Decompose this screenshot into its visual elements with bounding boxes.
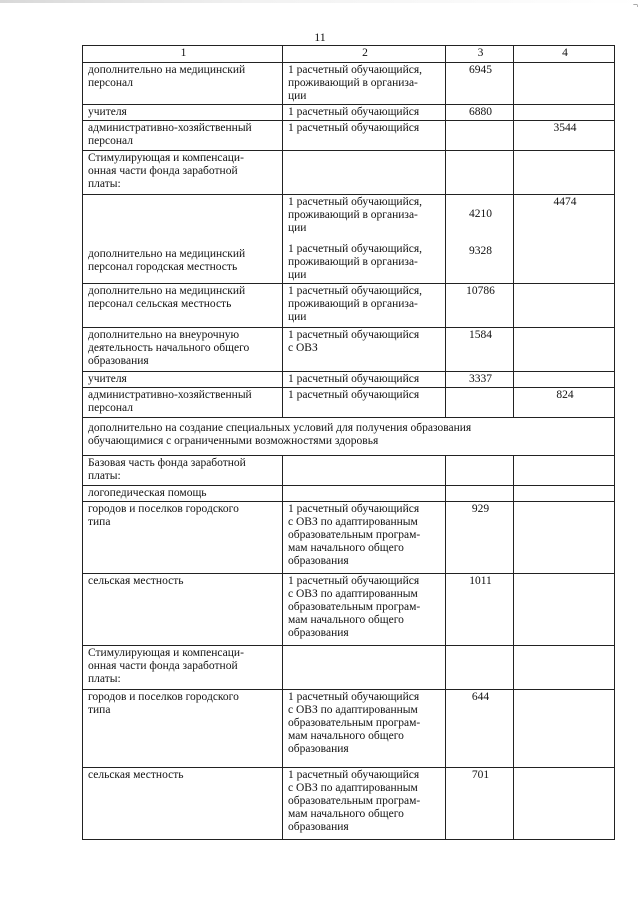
row-label — [83, 63, 283, 105]
cell-line: дополнительно на внеурочную — [88, 329, 240, 341]
row-value-col3: 1011 — [446, 574, 514, 646]
funding-norms-table — [82, 45, 615, 840]
cell-line: с ОВЗ — [288, 342, 318, 354]
cell-line: Стимулирующая и компенсаци- — [88, 152, 244, 164]
table-row — [83, 486, 615, 502]
page-number: 11 — [314, 30, 326, 44]
header-col-4: 4 — [514, 46, 615, 63]
cell-line: проживающий в организа- — [288, 256, 418, 268]
cell-line: с ОВЗ по адаптированным — [288, 704, 418, 716]
table-row — [83, 284, 615, 328]
corner-mark: ¬ — [632, 0, 638, 10]
row-label — [83, 502, 283, 574]
row-unit — [283, 646, 446, 690]
row-value-col4 — [514, 502, 615, 574]
table-row — [83, 195, 615, 284]
table-row — [83, 646, 615, 690]
row-label — [83, 195, 283, 284]
cell-line: мам начального общего — [288, 730, 404, 742]
cell-line: дополнительно на создание специальных условий для получения образования — [88, 422, 472, 434]
row-value-col4 — [514, 690, 615, 768]
row-label — [83, 690, 283, 768]
row-value-col3 — [446, 121, 514, 151]
cell-line: 1 расчетный обучающийся — [288, 503, 420, 515]
cell-line: административно-хозяйственный — [88, 122, 252, 134]
cell-line: городов и поселков городского — [88, 503, 239, 515]
table-row — [83, 418, 615, 456]
cell-line: персонал сельская местность — [88, 298, 232, 310]
row-unit — [283, 690, 446, 768]
row-value-col3: 3337 — [446, 372, 514, 388]
cell-line: Стимулирующая и компенсаци- — [88, 647, 244, 659]
cell-line: образовательным програм- — [288, 529, 421, 541]
cell-line: ции — [288, 90, 307, 102]
cell-line: платы: — [88, 470, 121, 482]
row-label — [83, 151, 283, 195]
table-row — [83, 151, 615, 195]
header-col-3: 3 — [446, 46, 514, 63]
cell-line: административно-хозяйственный — [88, 389, 252, 401]
row-value-col4: 3544 — [514, 121, 615, 151]
row-unit — [283, 768, 446, 840]
cell-line: 1 расчетный обучающийся, — [288, 64, 423, 76]
table-row — [83, 502, 615, 574]
row-value-col4: 4474 — [514, 195, 615, 284]
cell-line: типа — [88, 516, 111, 528]
cell-line: с ОВЗ по адаптированным — [288, 588, 418, 600]
row-label — [83, 284, 283, 328]
row-unit — [283, 328, 446, 372]
row-value-col3 — [446, 486, 514, 502]
cell-line: ции — [288, 311, 307, 323]
row-unit-text-a — [288, 196, 442, 235]
row-unit — [283, 284, 446, 328]
cell-line: персонал — [88, 77, 133, 89]
cell-line: ции — [288, 269, 307, 281]
table-row — [83, 372, 615, 388]
row-value-col4 — [514, 646, 615, 690]
cell-line: персонал — [88, 402, 133, 414]
cell-line: с ОВЗ по адаптированным — [288, 782, 418, 794]
row-value-col4: 824 — [514, 388, 615, 418]
row-label-text — [88, 248, 279, 274]
row-value-col4 — [514, 486, 615, 502]
row-value-col4 — [514, 284, 615, 328]
row-value-col3: 929 — [446, 502, 514, 574]
cell-line: 1 расчетный обучающийся — [288, 575, 420, 587]
row-value-col3 — [446, 456, 514, 486]
cell-line: персонал городская местность — [88, 261, 238, 273]
cell-line: мам начального общего — [288, 542, 404, 554]
cell-line: мам начального общего — [288, 614, 404, 626]
row-label: учителя — [83, 105, 283, 121]
row-unit: 1 расчетный обучающийся — [283, 372, 446, 388]
table-row — [83, 456, 615, 486]
cell-line: образования — [288, 627, 349, 639]
cell-line: проживающий в организа- — [288, 209, 418, 221]
table-row — [83, 388, 615, 418]
row-value-col4 — [514, 574, 615, 646]
row-unit: 1 расчетный обучающийся — [283, 121, 446, 151]
row-label — [83, 121, 283, 151]
table-row — [83, 105, 615, 121]
cell-line: Базовая часть фонда заработной — [88, 457, 246, 469]
cell-line: 1 расчетный обучающийся — [288, 691, 420, 703]
row-value-col4 — [514, 768, 615, 840]
row-unit — [283, 574, 446, 646]
cell-line: образования — [288, 555, 349, 567]
row-label: логопедическая помощь — [83, 486, 283, 502]
row-unit — [283, 63, 446, 105]
cell-line: персонал — [88, 135, 133, 147]
cell-line: образовательным програм- — [288, 795, 421, 807]
row-label — [83, 388, 283, 418]
cell-line: городов и поселков городского — [88, 691, 239, 703]
cell-line: 1 расчетный обучающийся, — [288, 285, 423, 297]
cell-line: образовательным програм- — [288, 601, 421, 613]
cell-line: онная части фонда заработной — [88, 660, 238, 672]
cell-line: дополнительно на медицинский — [88, 248, 246, 260]
table-row — [83, 690, 615, 768]
cell-line: с ОВЗ по адаптированным — [288, 516, 418, 528]
row-value-col3: 1584 — [446, 328, 514, 372]
row-unit: 1 расчетный обучающийся — [283, 105, 446, 121]
cell-line: образования — [88, 355, 149, 367]
row-value-col3 — [446, 646, 514, 690]
row-unit — [283, 151, 446, 195]
row-label — [83, 456, 283, 486]
cell-line: обучающимися с ограниченными возможностями здоровья — [88, 435, 379, 447]
row-value-col3 — [446, 195, 514, 284]
cell-line: онная части фонда заработной — [88, 165, 238, 177]
header-col-1: 1 — [83, 46, 283, 63]
row-value-col4 — [514, 372, 615, 388]
table-row — [83, 768, 615, 840]
table-row — [83, 63, 615, 105]
cell-line: 1 расчетный обучающийся, — [288, 196, 423, 208]
scan-edge — [0, 0, 640, 3]
cell-line: 1 расчетный обучающийся — [288, 769, 420, 781]
row-value-col3: 10786 — [446, 284, 514, 328]
section-heading — [83, 418, 615, 456]
row-value-col4 — [514, 456, 615, 486]
row-unit — [283, 502, 446, 574]
cell-line: дополнительно на медицинский — [88, 285, 246, 297]
row-unit — [283, 486, 446, 502]
cell-line: ции — [288, 222, 307, 234]
cell-line: дополнительно на медицинский — [88, 64, 246, 76]
cell-line: платы: — [88, 178, 121, 190]
row-label: сельская местность — [83, 574, 283, 646]
row-value-col3: 6945 — [446, 63, 514, 105]
row-value-col3 — [446, 388, 514, 418]
cell-line: деятельность начального общего — [88, 342, 250, 354]
row-value-col4 — [514, 105, 615, 121]
row-label — [83, 328, 283, 372]
row-value-col4 — [514, 328, 615, 372]
cell-line: проживающий в организа- — [288, 77, 418, 89]
table-row — [83, 574, 615, 646]
row-value-col3-a: 4210 — [469, 208, 492, 220]
row-label: сельская местность — [83, 768, 283, 840]
cell-line: образования — [288, 821, 349, 833]
cell-line: 1 расчетный обучающийся, — [288, 243, 423, 255]
row-value-col3: 701 — [446, 768, 514, 840]
row-value-col3: 644 — [446, 690, 514, 768]
row-unit — [283, 456, 446, 486]
row-unit-text-b — [288, 243, 442, 282]
cell-line: образовательным програм- — [288, 717, 421, 729]
cell-line: 1 расчетный обучающийся — [288, 329, 420, 341]
cell-line: проживающий в организа- — [288, 298, 418, 310]
row-label: учителя — [83, 372, 283, 388]
row-value-col3 — [446, 151, 514, 195]
row-label — [83, 646, 283, 690]
row-value-col4 — [514, 63, 615, 105]
header-col-2: 2 — [283, 46, 446, 63]
cell-line: образования — [288, 743, 349, 755]
cell-line: типа — [88, 704, 111, 716]
row-value-col4 — [514, 151, 615, 195]
table-row — [83, 328, 615, 372]
table-row — [83, 121, 615, 151]
row-unit — [283, 195, 446, 284]
cell-line: мам начального общего — [288, 808, 404, 820]
row-value-col3-b: 9328 — [469, 245, 492, 257]
row-unit: 1 расчетный обучающийся — [283, 388, 446, 418]
row-value-col3: 6880 — [446, 105, 514, 121]
cell-line: платы: — [88, 673, 121, 685]
table-header-row — [83, 46, 615, 63]
